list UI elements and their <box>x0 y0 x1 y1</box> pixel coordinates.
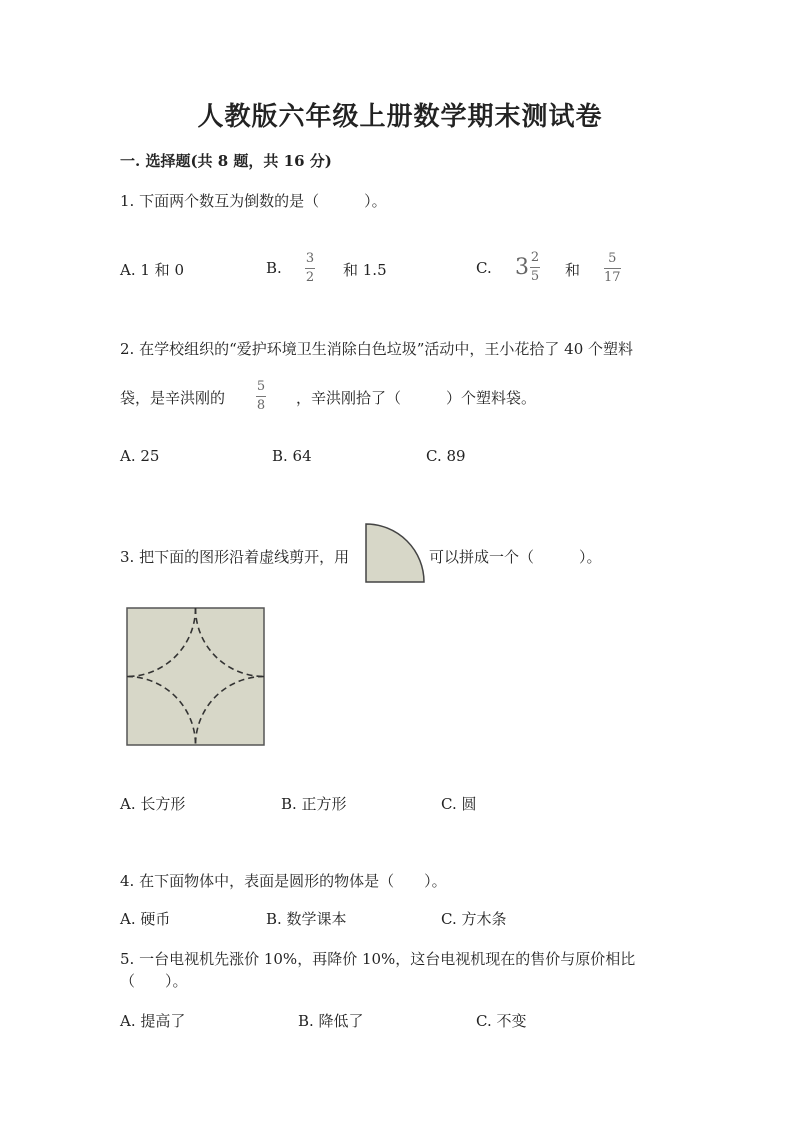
square-with-dashed-arcs-figure <box>125 606 267 748</box>
question-2-stem-line1: 2. 在学校组织的“爱护环境卫生消除白色垃圾”活动中，王小花拾了 40 个塑料 <box>120 340 634 358</box>
section-heading: 一. 选择题(共 8 题，共 16 分) <box>120 152 332 170</box>
q2-option-c: C. 89 <box>426 447 466 465</box>
question-3-stem-rest: 可以拼成一个（ ）。 <box>429 548 602 566</box>
mixed-fraction <box>530 251 540 284</box>
mixed-whole: 3 <box>515 255 529 280</box>
q5-option-a: A. 提高了 <box>120 1012 186 1030</box>
fraction-denominator: 5 <box>530 269 540 284</box>
question-4-stem: 4. 在下面物体中，表面是圆形的物体是（ ）。 <box>120 872 447 890</box>
q3-option-a: A. 长方形 <box>120 795 186 813</box>
fraction-denominator: 2 <box>305 270 315 285</box>
q5-option-c: C. 不变 <box>476 1012 527 1030</box>
fraction-denominator: 8 <box>256 398 266 413</box>
fraction-numerator: 2 <box>530 250 540 265</box>
q5-option-b: B. 降低了 <box>298 1012 364 1030</box>
q1-option-c-label: C. <box>476 259 492 277</box>
q4-option-c: C. 方木条 <box>441 910 507 928</box>
q4-option-b: B. 数学课本 <box>266 910 347 928</box>
quarter-circle-figure <box>364 522 428 584</box>
question-2-stem-line2-rest: ，辛洪刚拾了（ ）个塑料袋。 <box>296 389 537 407</box>
page-title: 人教版六年级上册数学期末测试卷 <box>197 102 603 132</box>
fraction-numerator: 5 <box>256 379 266 394</box>
question-5-stem-line2: （ ）。 <box>120 972 188 990</box>
q1-option-a: A. 1 和 0 <box>120 261 184 279</box>
fraction-denominator: 17 <box>604 270 621 285</box>
fraction-bar <box>256 396 266 397</box>
question-3-stem: 3. 把下面的图形沿着虚线剪开，用 <box>120 548 350 566</box>
question-1-stem: 1. 下面两个数互为倒数的是（ ）。 <box>120 192 387 210</box>
q1-option-b-label: B. <box>266 259 282 277</box>
q1-option-b-fraction <box>305 252 315 285</box>
q2-option-a: A. 25 <box>120 447 160 465</box>
q3-option-b: B. 正方形 <box>281 795 347 813</box>
fraction-bar <box>530 267 540 268</box>
q2-fraction <box>256 380 266 413</box>
q1-option-c-fraction <box>604 252 621 285</box>
fraction-bar <box>305 268 315 269</box>
q3-option-c: C. 圆 <box>441 795 477 813</box>
question-2-stem-line2: 袋，是辛洪刚的 <box>120 389 226 407</box>
fraction-numerator: 3 <box>305 251 315 266</box>
q1-option-b-rest: 和 1.5 <box>343 261 387 279</box>
q1-option-c-mixed-number <box>515 251 540 284</box>
q2-option-b: B. 64 <box>272 447 312 465</box>
q4-option-a: A. 硬币 <box>120 910 171 928</box>
fraction-bar <box>604 268 621 269</box>
q1-option-c-and: 和 <box>565 261 581 279</box>
question-5-stem-line1: 5. 一台电视机先涨价 10%，再降价 10%，这台电视机现在的售价与原价相比 <box>120 950 636 968</box>
fraction-numerator: 5 <box>608 251 617 266</box>
